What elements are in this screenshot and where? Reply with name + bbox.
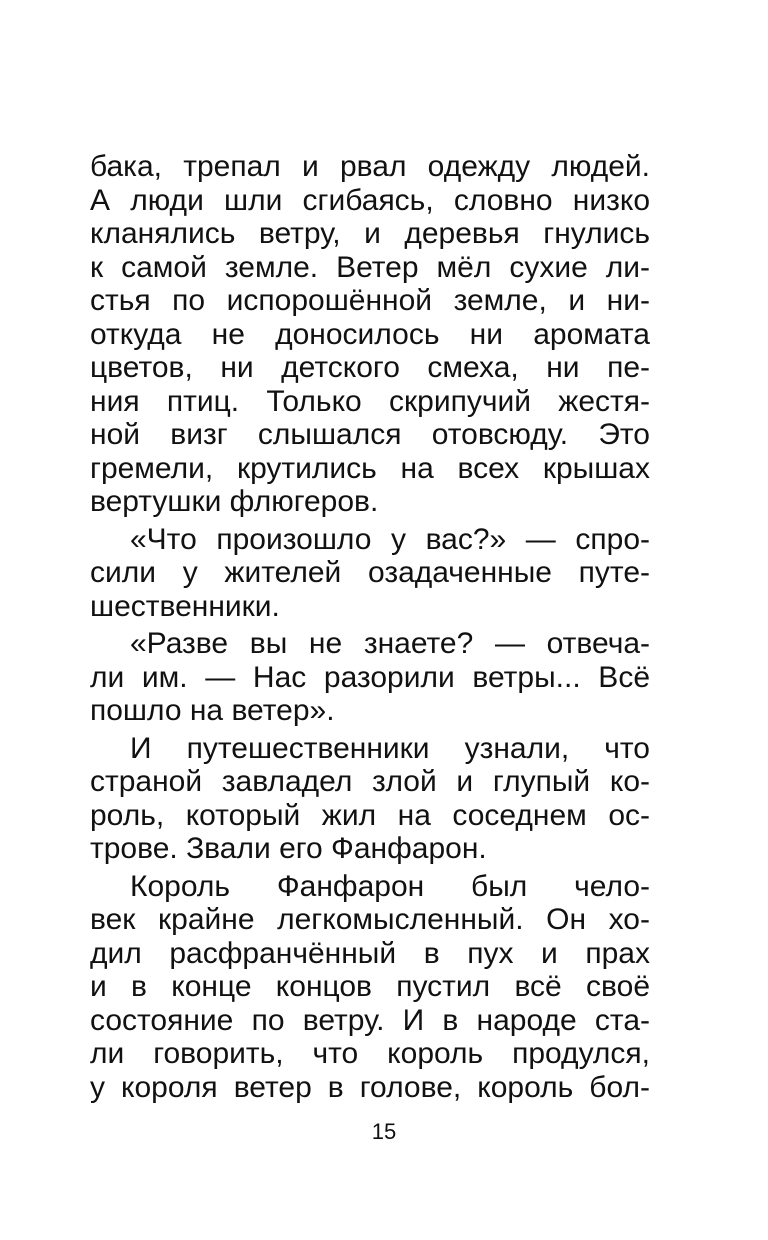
text-line: трове. Звали его Фанфарон. [90, 832, 487, 865]
text-line: и в конце концов пустил всё своё [90, 970, 650, 1003]
text-line: век крайне легкомысленный. Он хо- [90, 903, 650, 936]
text-line: бака, трепал и рвал одежду людей. [90, 150, 650, 183]
text-line: у короля ветер в голове, король бол- [90, 1070, 650, 1104]
paragraph-4 [90, 732, 650, 866]
text-line: шественники. [90, 589, 280, 623]
text-line: вертушки флюгеров. [90, 485, 379, 518]
paragraph-2 [90, 523, 650, 624]
text-line: И путешественники узнали, что [130, 731, 650, 765]
text-line: «Разве вы не знаете? — отвеча- [130, 627, 650, 660]
text-line: пошло на ветер». [90, 694, 335, 727]
text-line: к самой земле. Ветер мёл сухие ли- [90, 250, 650, 284]
body-text [90, 150, 650, 1104]
text-line: кланялись ветру, и деревья гнулись [90, 217, 650, 250]
text-line: сили у жителей озадаченные путе- [90, 556, 650, 589]
page-number: 15 [371, 1119, 397, 1144]
text-line: ной визг слышался отовсюду. Это [90, 418, 650, 451]
text-line: дил расфранчённый в пух и прах [90, 936, 650, 970]
text-line: страной завладел злой и глупый ко- [90, 765, 650, 798]
text-line: «Что произошло у вас?» — спро- [130, 522, 650, 556]
text-line: ли говорить, что король продулся, [90, 1037, 650, 1070]
paragraph-5 [90, 870, 650, 1105]
text-line: ли им. — Нас разорили ветры... Всё [90, 660, 650, 694]
paragraph-1 [90, 150, 650, 519]
text-line: цветов, ни детского смеха, ни пе- [90, 351, 650, 384]
text-line: откуда не доносилось ни аромата [90, 317, 650, 351]
text-line: роль, который жил на соседнем ос- [90, 798, 650, 832]
text-line: стья по испорошённой земле, и ни- [90, 284, 650, 317]
text-line: ния птиц. Только скрипучий жестя- [90, 384, 650, 418]
paragraph-3 [90, 627, 650, 728]
text-line: Король Фанфарон был чело- [130, 869, 650, 903]
text-line: гремели, крутились на всех крышах [90, 451, 650, 485]
text-line: А люди шли сгибаясь, словно низко [90, 183, 650, 217]
text-line: состояние по ветру. И в народе ста- [90, 1003, 650, 1037]
